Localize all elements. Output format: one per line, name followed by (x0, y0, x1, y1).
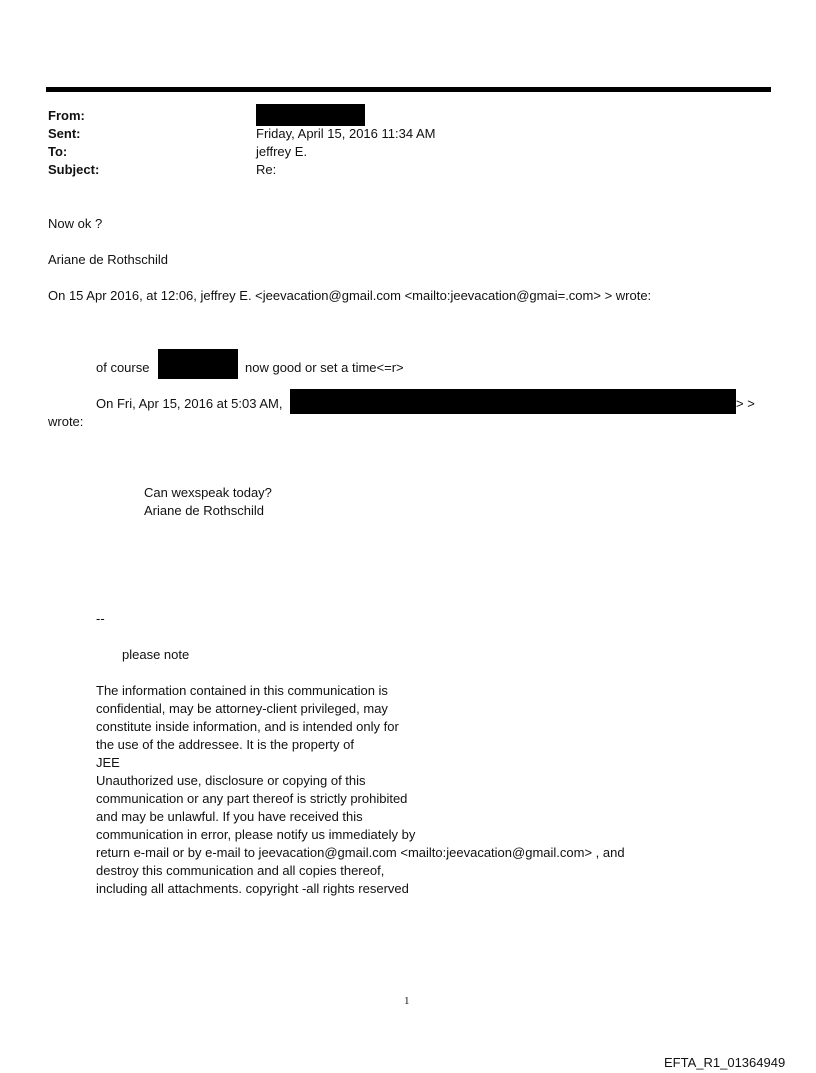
signature: Ariane de Rothschild (48, 252, 168, 267)
from-value-redaction (256, 104, 365, 126)
nested-sender-redaction (290, 389, 736, 414)
disclaimer-line: constitute inside information, and is intended only for (96, 719, 399, 734)
nested-signature: Ariane de Rothschild (144, 503, 264, 518)
body-line-now-ok: Now ok ? (48, 216, 103, 231)
disclaimer-line: Unauthorized use, disclosure or copying of this (96, 773, 366, 788)
disclaimer-line: return e-mail or by e-mail to jeevacation@gmail.com <mailto:jeevacation@gmail.com> , and (96, 845, 625, 860)
disclaimer-line: The information contained in this communication is (96, 683, 388, 698)
disclaimer-line: communication in error, please notify us immediately by (96, 827, 416, 842)
disclaimer-line: and may be unlawful. If you have received this (96, 809, 363, 824)
nested-message: Can wexspeak today? (144, 485, 272, 500)
reply-prefix: of course (96, 360, 150, 375)
please-note: please note (122, 647, 190, 662)
reply-suffix: now good or set a time<=r> (245, 360, 404, 375)
separator: -- (96, 611, 105, 626)
disclaimer-line: destroy this communication and all copies thereof, (96, 863, 385, 878)
from-label: From: (48, 108, 85, 123)
disclaimer-line: communication or any part thereof is strictly prohibited (96, 791, 408, 806)
document-id: EFTA_R1_01364949 (664, 1055, 786, 1070)
disclaimer-line: including all attachments. copyright -all rights reserved (96, 881, 409, 896)
subject-label: Subject: (48, 162, 100, 177)
to-value: jeffrey E. (256, 144, 308, 159)
subject-value: Re: (256, 162, 277, 177)
header-rule (46, 87, 771, 92)
to-label: To: (48, 144, 68, 159)
disclaimer-line: the use of the addressee. It is the property of (96, 737, 354, 752)
quote-intro: On 15 Apr 2016, at 12:06, jeffrey E. <jeevacation@gmail.com <mailto:jeevacation@gmai=.com> > wrote: (48, 288, 652, 303)
nested-intro: On Fri, Apr 15, 2016 at 5:03 AM, (96, 396, 283, 411)
nested-intro-end: > > (736, 396, 755, 411)
disclaimer-line: JEE (96, 755, 120, 770)
disclaimer-line: confidential, may be attorney-client privileged, may (96, 701, 388, 716)
sent-label: Sent: (48, 126, 81, 141)
page-number: 1 (404, 995, 410, 1007)
reply-redaction (158, 349, 238, 379)
wrote-label: wrote: (48, 414, 84, 429)
sent-value: Friday, April 15, 2016 11:34 AM (256, 126, 436, 141)
disclaimer-block (96, 682, 625, 898)
